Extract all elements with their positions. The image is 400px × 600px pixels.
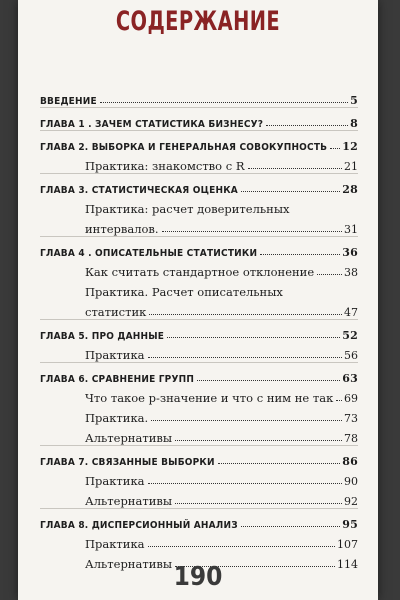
dot-leader (100, 102, 348, 103)
toc-page-number: 12 (342, 140, 358, 153)
toc-subentry (40, 196, 358, 216)
toc-page-number: 78 (344, 432, 358, 445)
toc-page-number: 31 (344, 223, 358, 236)
toc-subentry (40, 405, 358, 425)
dot-leader (330, 148, 340, 149)
toc-entry-title: Практика: расчет доверительных (85, 202, 290, 216)
toc-chapter-entry (40, 509, 358, 531)
toc-page-number: 36 (342, 246, 358, 259)
toc-subentry (40, 259, 358, 279)
toc-entry-title: Альтернативы (85, 431, 172, 445)
toc-entry-title: статистик (85, 305, 147, 319)
dot-leader (148, 357, 342, 358)
toc-entry-title: интервалов. (85, 222, 159, 236)
dot-leader (260, 254, 340, 255)
toc-subentry (40, 342, 358, 362)
dot-leader (175, 503, 342, 504)
toc-page-number: 5 (350, 94, 358, 107)
toc-page-number: 69 (344, 392, 358, 405)
dot-leader (167, 337, 340, 338)
toc-page-number: 90 (344, 475, 358, 488)
toc-entry-title: ГЛАВА 4 . ОПИСАТЕЛЬНЫЕ СТАТИСТИКИ (40, 248, 258, 259)
toc-chapter-entry (40, 108, 358, 130)
toc-subentry (40, 488, 358, 508)
toc-entry-title: ВВЕДЕНИЕ (40, 96, 97, 107)
dot-leader (241, 191, 340, 192)
dot-leader (317, 274, 342, 275)
toc-page-number: 73 (344, 412, 358, 425)
toc-entry-title: ГЛАВА 1 . ЗАЧЕМ СТАТИСТИКА БИЗНЕСУ? (40, 119, 264, 130)
toc-chapter-entry (40, 85, 358, 107)
toc-chapter-entry (40, 131, 358, 153)
toc-page-number: 95 (342, 518, 358, 531)
toc-chapter-entry (40, 363, 358, 385)
toc-entry-title: ГЛАВА 3. СТАТИСТИЧЕСКАЯ ОЦЕНКА (40, 185, 238, 196)
toc-entry-title: ГЛАВА 2. ВЫБОРКА И ГЕНЕРАЛЬНАЯ СОВОКУПНОСТЬ (40, 142, 328, 153)
dot-leader (175, 440, 342, 441)
toc-subentry (40, 216, 358, 236)
book-page (18, 0, 378, 600)
toc-subentry (40, 299, 358, 319)
toc-subentry (40, 385, 358, 405)
dot-leader (151, 420, 342, 421)
toc-page-number: 8 (350, 117, 358, 130)
toc-page-number: 114 (337, 558, 358, 571)
dot-leader (218, 463, 341, 464)
toc-page-number: 21 (344, 160, 358, 173)
toc-entry-title: ГЛАВА 8. ДИСПЕРСИОННЫЙ АНАЛИЗ (40, 520, 238, 531)
toc-chapter-entry (40, 446, 358, 468)
toc-chapter-entry (40, 320, 358, 342)
toc-chapter-entry (40, 174, 358, 196)
toc-page-number: 47 (344, 306, 358, 319)
dot-leader (148, 546, 335, 547)
table-of-contents (40, 85, 358, 571)
toc-page-number: 56 (344, 349, 358, 362)
toc-page-number: 52 (342, 329, 358, 342)
toc-entry-title: Практика: знакомство с R (85, 159, 245, 173)
page-number: 190 (173, 562, 223, 592)
dot-leader (336, 400, 342, 401)
toc-entry-title: ГЛАВА 7. СВЯЗАННЫЕ ВЫБОРКИ (40, 457, 215, 468)
toc-entry-title: Что такое p-значение и что с ним не так (85, 391, 334, 405)
dot-leader (162, 231, 342, 232)
toc-subentry (40, 279, 358, 299)
toc-entry-title: ГЛАВА 5. ПРО ДАННЫЕ (40, 331, 165, 342)
dot-leader (148, 483, 342, 484)
toc-subentry (40, 153, 358, 173)
toc-chapter-entry (40, 237, 358, 259)
dot-leader (248, 168, 343, 169)
toc-entry-title: Альтернативы (85, 557, 172, 571)
toc-subentry (40, 531, 358, 551)
toc-entry-title: Практика (85, 474, 145, 488)
dot-leader (241, 526, 340, 527)
toc-page-number: 86 (342, 455, 358, 468)
toc-entry-title: Практика (85, 348, 145, 362)
dot-leader (197, 380, 340, 381)
page-title: СОДЕРЖАНИЕ (115, 6, 281, 37)
toc-page-number: 92 (344, 495, 358, 508)
toc-entry-title: Практика. Расчет описательных (85, 285, 283, 299)
toc-entry-title: Альтернативы (85, 494, 172, 508)
toc-subentry (40, 468, 358, 488)
toc-page-number: 107 (337, 538, 358, 551)
toc-entry-title: Как считать стандартное отклонение (85, 265, 315, 279)
toc-entry-title: ГЛАВА 6. СРАВНЕНИЕ ГРУПП (40, 374, 195, 385)
toc-page-number: 63 (342, 372, 358, 385)
toc-subentry (40, 425, 358, 445)
toc-page-number: 38 (344, 266, 358, 279)
dot-leader (266, 125, 348, 126)
toc-page-number: 28 (342, 183, 358, 196)
toc-entry-title: Практика. (85, 411, 149, 425)
toc-entry-title: Практика (85, 537, 145, 551)
dot-leader (149, 314, 342, 315)
